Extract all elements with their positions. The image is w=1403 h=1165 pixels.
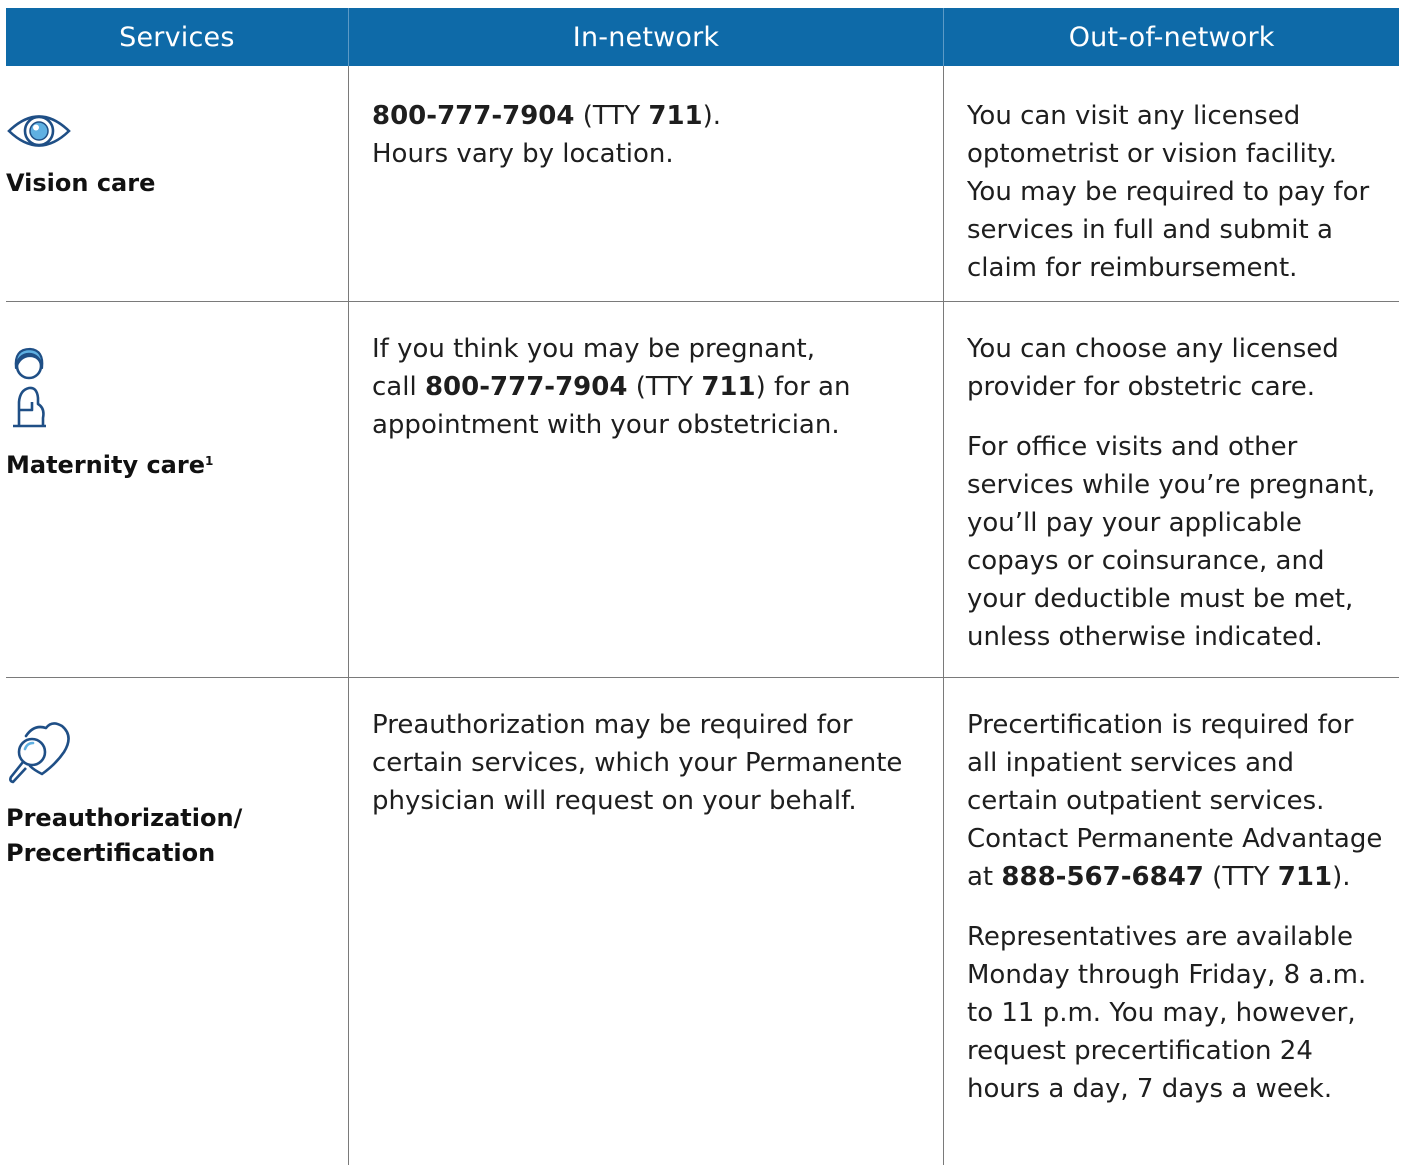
in-network-vision: 800-777-7904 (TTY 711). Hours vary by location. — [372, 101, 722, 169]
footnote-marker: 1 — [204, 454, 214, 468]
header-out-of-network: Out-of-network — [1068, 21, 1275, 53]
service-label-maternity: Maternity care$^1$ — [6, 451, 214, 479]
heart-magnifier-icon — [6, 722, 72, 784]
out-network-preauthorization: Precertification is required for all inpatient services and certain outpatient services. Contact Permanente Advantage at 888-567-6847 (TTY 711). Representatives are available Monday through Friday, 8 a.m. to 11 p.m. You may, however, request precertification 24 hours a day, 7 days a week. — [967, 710, 1383, 1104]
pregnant-person-icon — [10, 346, 46, 428]
phone-number: 800-777-7904 — [372, 101, 575, 131]
header-in-network: In-network — [348, 8, 945, 66]
service-label-preauthorization: Preauthorization/ Precertification — [6, 804, 243, 867]
column-divider — [943, 66, 944, 1165]
phone-number: 888-567-6847 — [1001, 862, 1204, 892]
out-network-vision: You can visit any licensed optometrist or vision facility. You may be required to pay for services in full and submit a claim for reimbursement. — [967, 101, 1370, 283]
eye-icon — [6, 108, 72, 154]
column-divider — [348, 66, 349, 1165]
out-network-maternity: You can choose any licensed provider for obstetric care. For office visits and other services while you’re pregnant, you’ll pay your applicable copays or coinsurance, and your deductible must be met, unless otherwise indicated. — [967, 334, 1376, 652]
row-divider — [6, 677, 1399, 678]
in-network-maternity: If you think you may be pregnant, call 800-777-7904 (TTY 711) for an appointment with your obstetrician. — [372, 334, 851, 440]
row-divider — [6, 301, 1399, 302]
service-label-vision: Vision care — [6, 169, 156, 197]
in-network-preauthorization: Preauthorization may be required for certain services, which your Permanente physician will request on your behalf. — [372, 710, 903, 816]
phone-number: 800-777-7904 — [424, 372, 628, 402]
services-table — [6, 0, 1399, 1165]
table-header — [6, 8, 1399, 66]
header-services: Services — [119, 21, 235, 53]
